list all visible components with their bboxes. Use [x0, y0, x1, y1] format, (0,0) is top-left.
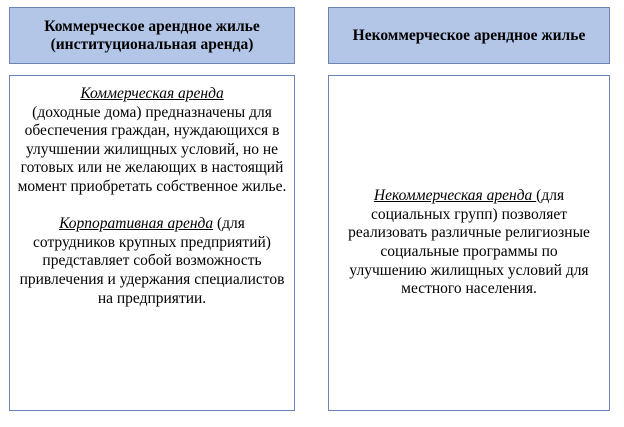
corporate-rent-term: Корпоративная аренда — [59, 215, 214, 233]
noncommercial-rent-text: (для социальных групп) позволяет реализовать различные религиозные социальные программы по улучшению жилищных условий для местного населения. — [348, 187, 590, 298]
noncommercial-rent-term: Некоммерческая аренда — [373, 187, 537, 205]
commercial-housing-description-box — [9, 75, 295, 411]
noncommercial-housing-header — [328, 7, 610, 64]
commercial-rent-text: (доходные дома) предназначены для обеспечения граждан, нуждающихся в улучшении жилищных условий, но не готовых или не желающих в настоящий момент приобретать собственное жилье. — [17, 103, 287, 195]
noncommercial-housing-description-box — [328, 75, 610, 411]
commercial-housing-header-text: Коммерческое арендное жилье (институциональная аренда) — [44, 17, 260, 53]
paragraph-gap — [17, 197, 287, 216]
noncommercial-rent-paragraph — [343, 187, 595, 299]
corporate-rent-text: (для сотрудников крупных предприятий) представляет собой возможность привлечения и удержания специалистов на предприятии. — [19, 215, 285, 307]
commercial-rent-term: Коммерческая аренда — [80, 85, 224, 102]
commercial-rent-paragraph — [17, 85, 287, 197]
noncommercial-housing-header-text: Некоммерческое арендное жилье — [352, 26, 586, 44]
commercial-housing-header — [9, 7, 295, 64]
corporate-rent-paragraph — [17, 215, 287, 308]
